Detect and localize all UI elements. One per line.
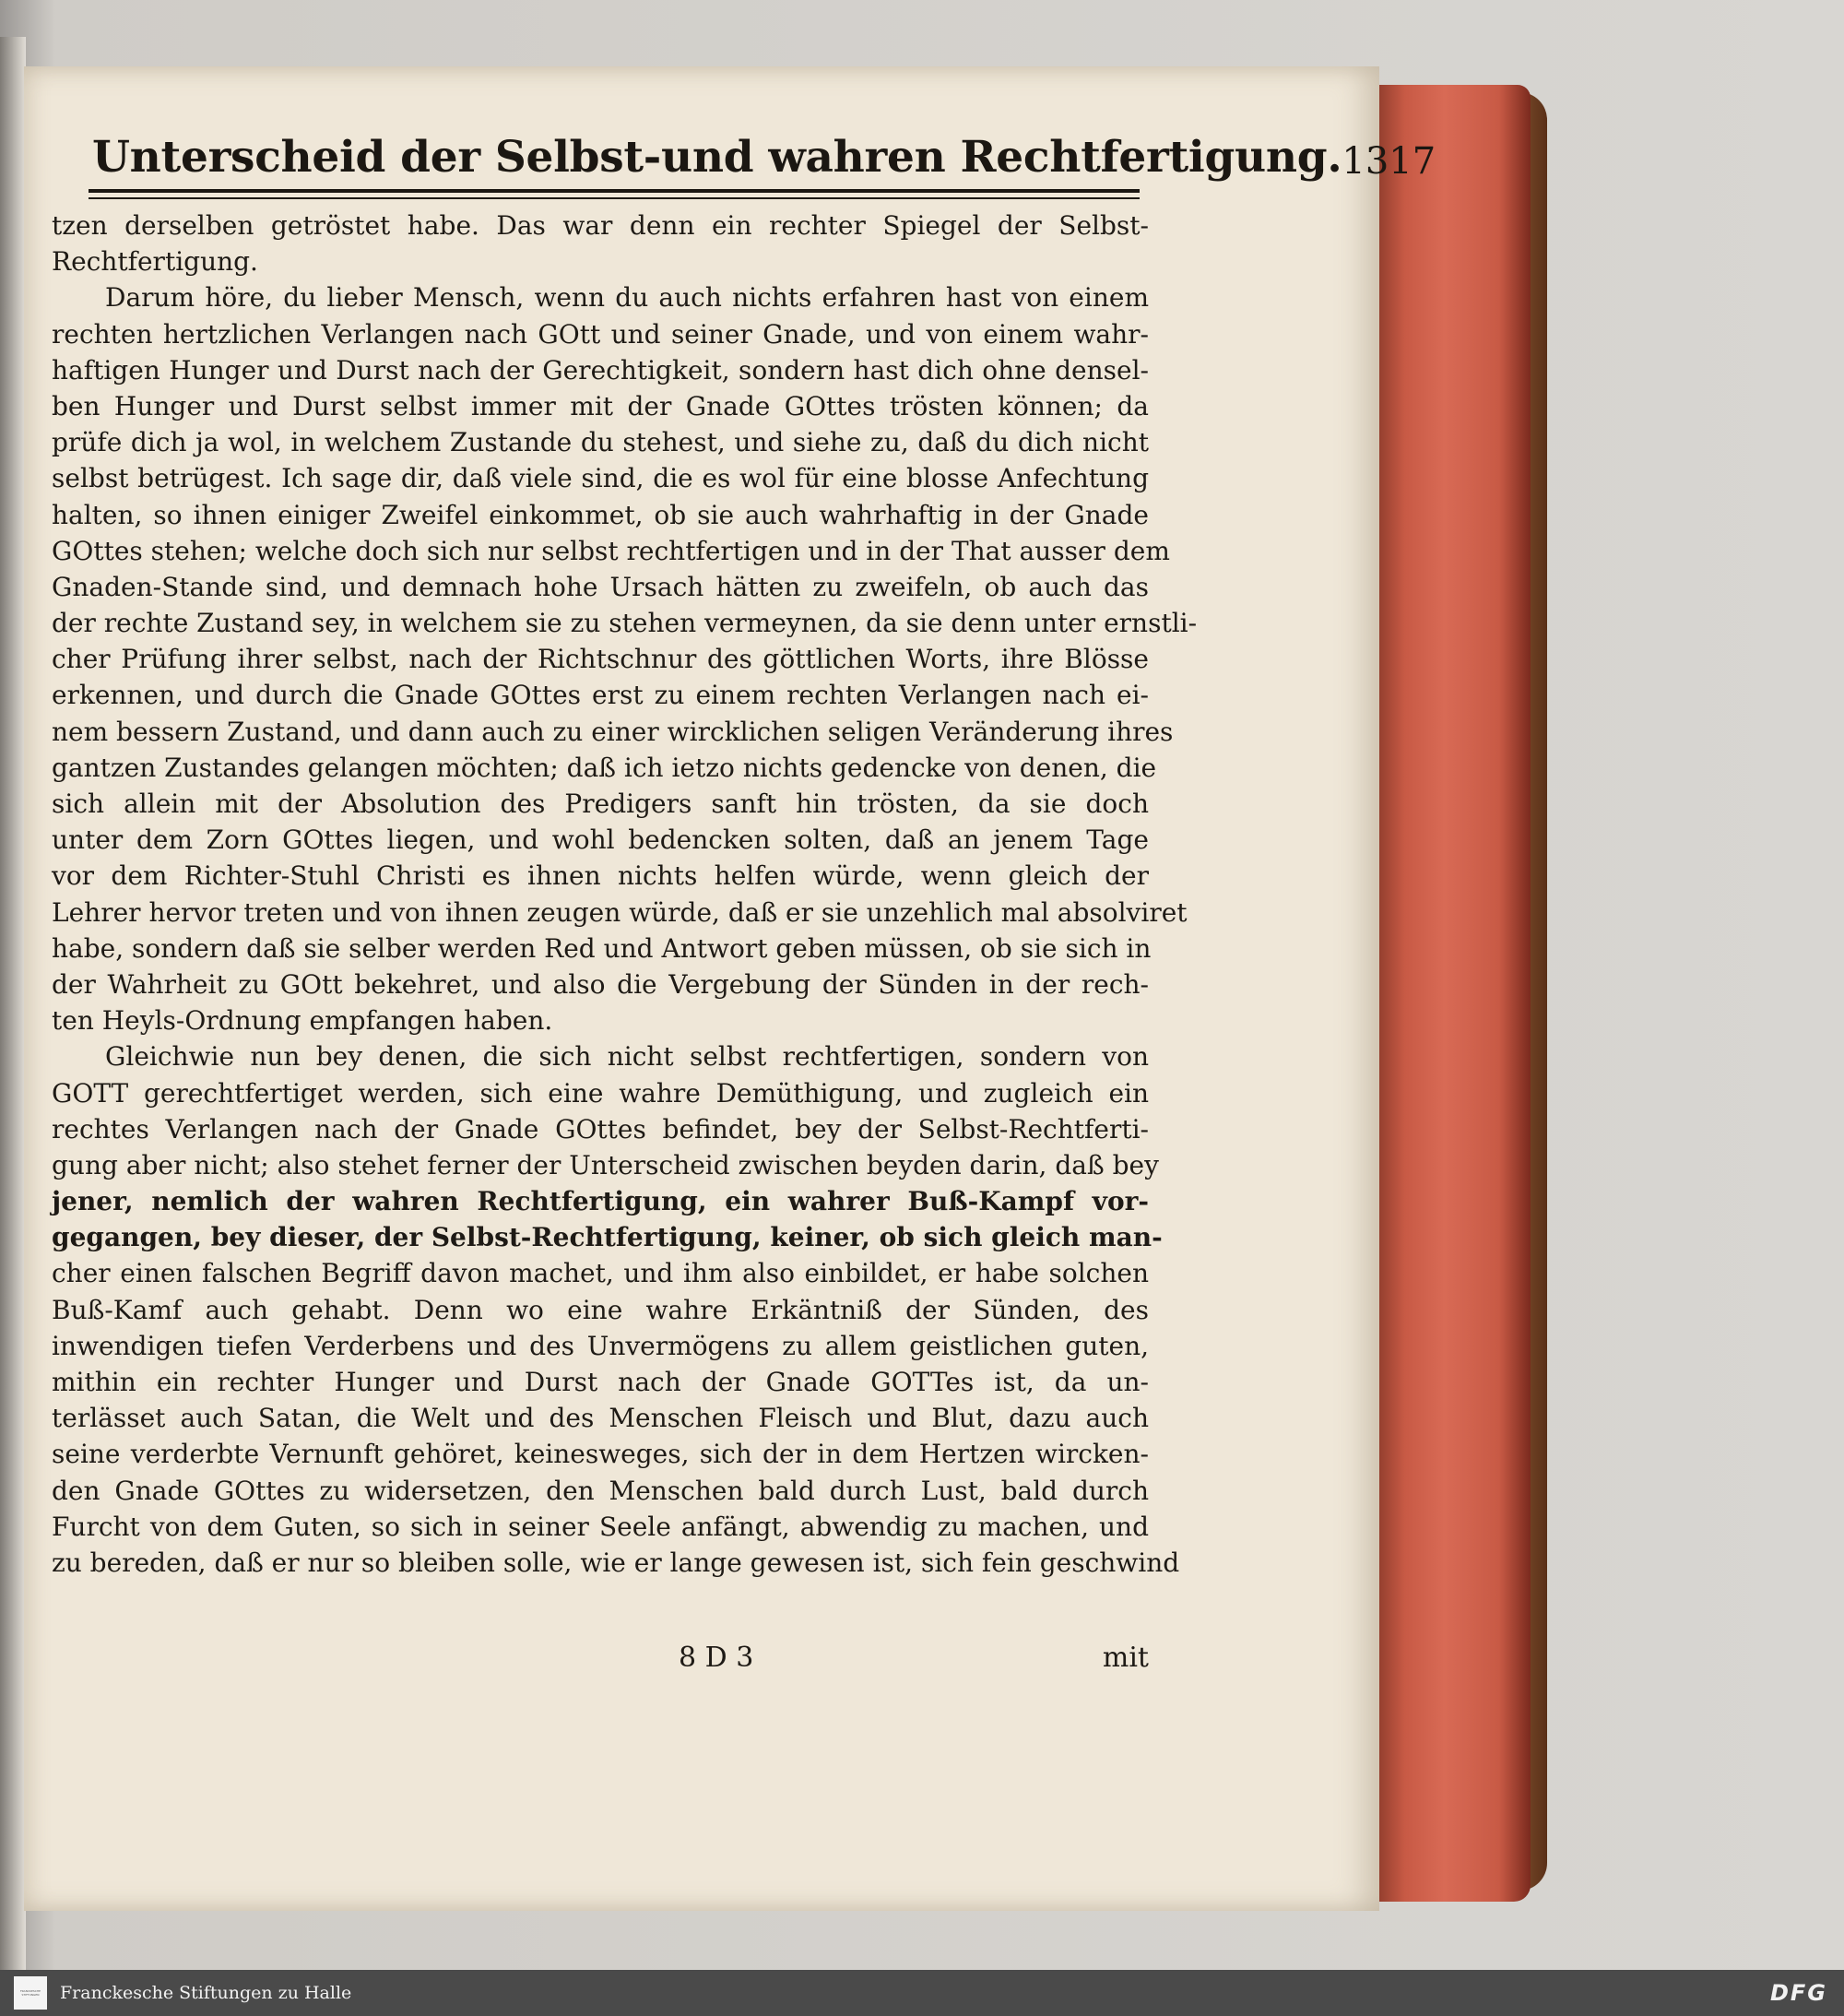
text-line: ten Heyls-Ordnung empfangen haben. — [52, 1005, 553, 1037]
text-line: Rechtfertigung. — [52, 246, 258, 278]
page-number: 1317 — [1342, 140, 1436, 183]
text-line: sich allein mit der Absolution des Predigers sanft hin trösten, da sie doch — [52, 789, 1149, 819]
text-line: cher einen falschen Begriff davon machet, und ihm also einbildet, er habe solchen — [52, 1258, 1149, 1289]
header-rule-thin — [89, 197, 1140, 199]
text-line: unter dem Zorn GOttes liegen, und wohl bedencken solten, daß an jenem Tage — [52, 824, 1149, 856]
text-line: gantzen Zustandes gelangen möchten; daß ich ietzo nichts gedencke von denen, die — [52, 752, 1157, 783]
text-line: mithin ein rechter Hunger und Durst nach der Gnade GOTTes ist, da un- — [52, 1367, 1149, 1397]
text-line: Darum höre, du lieber Mensch, wenn du auch nichts erfahren hast von einem — [105, 282, 1149, 314]
institution-logo-icon[interactable] — [14, 1976, 47, 2010]
text-line: der rechte Zustand sey, in welchem sie zu stehen vermeynen, da sie denn unter ernstli- — [52, 608, 1198, 639]
text-line: den Gnade GOttes zu widersetzen, den Menschen bald durch Lust, bald durch — [52, 1475, 1149, 1506]
text-line: Gnaden-Stande sind, und demnach hohe Ursach hätten zu zweifeln, ob auch das — [52, 571, 1149, 602]
text-line: der Wahrheit zu GOtt bekehret, und also die Vergebung der Sünden in der rech- — [52, 968, 1149, 1000]
text-line: habe, sondern daß sie selber werden Red und Antwort geben müssen, ob sie sich in — [52, 932, 1152, 964]
text-line: haftigen Hunger und Durst nach der Gerechtigkeit, sondern hast dich ohne densel- — [52, 354, 1149, 385]
text-line: jener, nemlich der wahren Rechtfertigung, ein wahrer Buß-Kampf vor- — [52, 1186, 1149, 1217]
text-line: halten, so ihnen einiger Zweifel einkommet, ob sie auch wahrhaftig in der Gnade — [52, 499, 1149, 530]
text-line: erkennen, und durch die Gnade GOttes erst zu einem rechten Verlangen nach ei- — [52, 680, 1149, 711]
text-line: tzen derselben getröstet habe. Das war denn ein rechter Spiegel der Selbst- — [52, 210, 1149, 241]
dfg-logo[interactable]: DFG — [1769, 1980, 1827, 2006]
text-line: Gleichwie nun bey denen, die sich nicht selbst rechtfertigen, sondern von — [105, 1041, 1149, 1073]
body-text — [52, 208, 1198, 1581]
text-line: gegangen, bey dieser, der Selbst-Rechtfertigung, keiner, ob sich gleich man- — [52, 1222, 1163, 1253]
running-head: Unterscheid der Selbst-und wahren Rechtfertigung. — [92, 132, 1342, 183]
text-line: Lehrer hervor treten und von ihnen zeugen würde, daß er sie unzehlich mal absolviret — [52, 896, 1188, 928]
text-line: GOTT gerechtfertiget werden, sich eine wahre Demüthigung, und zugleich ein — [52, 1077, 1149, 1109]
text-line: rechtes Verlangen nach der Gnade GOttes befindet, bey der Selbst-Rechtferti- — [52, 1113, 1149, 1144]
text-line: selbst betrügest. Ich sage dir, daß viele sind, die es wol für eine blosse Anfechtung — [52, 463, 1149, 494]
header-rule — [89, 189, 1140, 193]
text-line: seine verderbte Vernunft gehöret, keinesweges, sich der in dem Hertzen wircken- — [52, 1439, 1149, 1470]
text-line: ben Hunger und Durst selbst immer mit der Gnade GOttes trösten können; da — [52, 390, 1149, 421]
text-line: cher Prüfung ihrer selbst, nach der Richtschnur des göttlichen Worts, ihre Blösse — [52, 644, 1149, 675]
page-header — [92, 109, 1436, 183]
page-footer — [52, 1642, 1149, 1688]
catchword: mit — [1102, 1642, 1149, 1674]
text-line: nem bessern Zustand, und dann auch zu einer wircklichen seligen Veränderung ihres — [52, 716, 1174, 747]
facing-page-edge — [0, 37, 26, 1970]
red-page-edges — [1374, 85, 1531, 1902]
text-line: GOttes stehen; welche doch sich nur selbst rechtfertigen und in der That ausser dem — [52, 535, 1170, 566]
institution-logo-text: FRANCKESCHE STIFTUNGEN — [19, 1989, 41, 1997]
text-line: Furcht von dem Guten, so sich in seiner Seele anfängt, abwendig zu machen, und — [52, 1511, 1149, 1542]
institution-name[interactable]: Franckesche Stiftungen zu Halle — [60, 1983, 352, 2003]
viewer-footer-bar — [0, 1970, 1844, 2016]
signature-mark: 8 D 3 — [679, 1642, 754, 1674]
text-line: terlässet auch Satan, die Welt und des Menschen Fleisch und Blut, dazu auch — [52, 1403, 1149, 1434]
text-line: Buß-Kamf auch gehabt. Denn wo eine wahre Erkäntniß der Sünden, des — [52, 1294, 1149, 1325]
text-line: vor dem Richter-Stuhl Christi es ihnen nichts helfen würde, wenn gleich der — [52, 860, 1149, 892]
text-line: prüfe dich ja wol, in welchem Zustande du stehest, und siehe zu, daß du dich nicht — [52, 427, 1149, 458]
text-line: inwendigen tiefen Verderbens und des Unvermögens zu allem geistlichen guten, — [52, 1330, 1149, 1361]
text-line: rechten hertzlichen Verlangen nach GOtt und seiner Gnade, und von einem wahr- — [52, 318, 1149, 350]
text-line: zu bereden, daß er nur so bleiben solle, wie er lange gewesen ist, sich fein geschwind — [52, 1547, 1180, 1578]
text-line: gung aber nicht; also stehet ferner der Unterscheid zwischen beyden darin, daß bey — [52, 1149, 1159, 1180]
